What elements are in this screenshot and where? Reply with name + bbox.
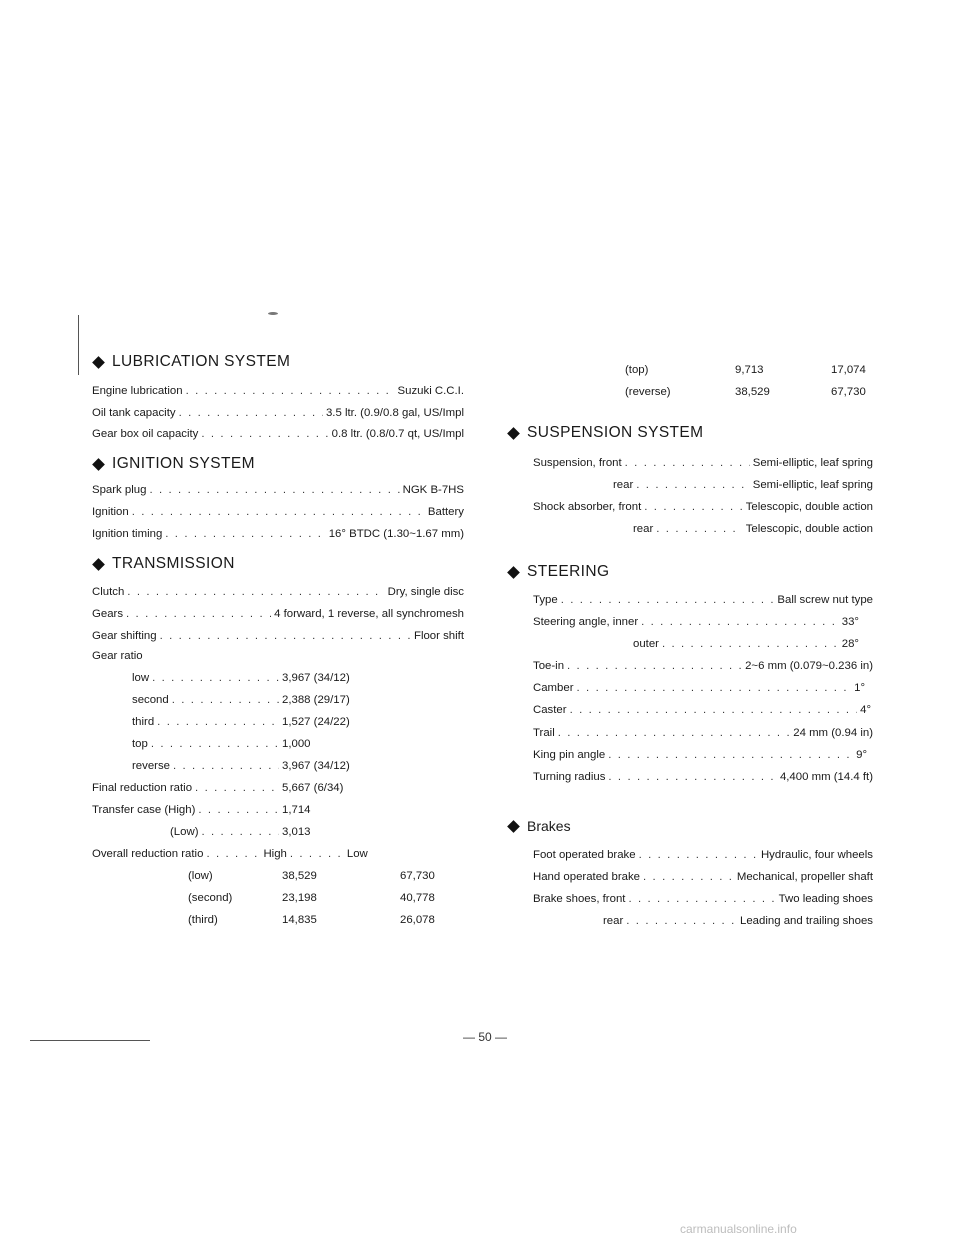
spec-row: Camber . . . 1° <box>533 682 865 694</box>
diamond-bullet-icon <box>507 427 520 440</box>
overall-row-low: 26,078 <box>400 914 435 926</box>
spec-row: Engine lubrication . . . Suzuki C.C.I. <box>92 385 464 397</box>
overall-row-label: (low) <box>188 870 213 882</box>
bottom-scan-line <box>30 1040 150 1041</box>
transfer-case-low-row: (Low) . . . 3,013 <box>170 826 372 838</box>
spec-row: Clutch . . . Dry, single disc <box>92 586 464 598</box>
scan-speck <box>268 312 278 315</box>
spec-row: Caster . . . 4° <box>533 704 871 716</box>
page-number: — 50 — <box>463 1030 508 1044</box>
spec-row: Turning radius . . . 4,400 mm (14.4 ft) <box>533 771 873 783</box>
overall-row-high: 38,529 <box>735 386 770 398</box>
spec-row: rear . . . Leading and trailing shoes <box>603 915 873 927</box>
spec-row: King pin angle . . . 9° <box>533 749 867 761</box>
overall-row-low: 17,074 <box>831 364 866 376</box>
spec-row: Toe-in . . . 2~6 mm (0.079~0.236 in) <box>533 660 873 672</box>
overall-reduction-header: Overall reduction ratio . . . High . . . Low <box>92 848 464 860</box>
spec-row: outer . . . 28° <box>633 638 859 650</box>
spec-row: Gear box oil capacity . . . 0.8 ltr. (0.8/0.7 qt, US/Impl <box>92 428 464 440</box>
suspension-heading: SUSPENSION SYSTEM <box>507 424 703 442</box>
overall-row-label: (top) <box>625 364 649 376</box>
gear-ratio-row: reverse . . . 3,967 (34/12) <box>132 760 372 772</box>
diamond-bullet-icon <box>507 820 520 833</box>
diamond-bullet-icon <box>92 356 105 369</box>
gear-ratio-row: top . . . 1,000 <box>132 738 372 750</box>
brakes-heading: Brakes <box>507 818 571 834</box>
transfer-case-high-row: Transfer case (High) . . . 1,714 <box>92 804 372 816</box>
spec-row: Oil tank capacity . . . 3.5 ltr. (0.9/0.8 gal, US/Impl <box>92 407 464 419</box>
spec-row: Steering angle, inner . . . 33° <box>533 616 859 628</box>
scan-edge-mark <box>78 315 79 375</box>
diamond-bullet-icon <box>507 566 520 579</box>
spec-row: Hand operated brake . . . Mechanical, propeller shaft <box>533 871 873 883</box>
diamond-bullet-icon <box>92 458 105 471</box>
overall-row-low: 67,730 <box>831 386 866 398</box>
steering-heading: STEERING <box>507 563 609 581</box>
lubrication-heading: LUBRICATION SYSTEM <box>92 353 290 371</box>
spec-row: Gears . . . 4 forward, 1 reverse, all synchromesh <box>92 608 464 620</box>
spec-row: Ignition timing . . . 16° BTDC (1.30~1.67 mm) <box>92 528 464 540</box>
overall-row-label: (third) <box>188 914 218 926</box>
spec-row: Spark plug . . . NGK B-7HS <box>92 484 464 496</box>
gear-ratio-row: low . . . 3,967 (34/12) <box>132 672 372 684</box>
spec-row: Suspension, front . . . Semi-elliptic, leaf spring <box>533 457 873 469</box>
overall-row-low: 67,730 <box>400 870 435 882</box>
spec-row: Brake shoes, front . . . Two leading shoes <box>533 893 873 905</box>
overall-row-high: 9,713 <box>735 364 764 376</box>
overall-row-high: 38,529 <box>282 870 317 882</box>
watermark: carmanualsonline.info <box>680 1222 797 1236</box>
overall-row-low: 40,778 <box>400 892 435 904</box>
gear-ratio-row: second . . . 2,388 (29/17) <box>132 694 372 706</box>
final-reduction-row: Final reduction ratio . . . 5,667 (6/34) <box>92 782 372 794</box>
gear-ratio-row: third . . . 1,527 (24/22) <box>132 716 372 728</box>
ignition-heading: IGNITION SYSTEM <box>92 455 255 473</box>
spec-row: Shock absorber, front . . . Telescopic, double action <box>533 501 873 513</box>
gear-ratio-label: Gear ratio <box>92 650 143 662</box>
spec-row: rear . . . Telescopic, double action <box>633 523 873 535</box>
transmission-heading: TRANSMISSION <box>92 555 235 573</box>
spec-row: rear . . . Semi-elliptic, leaf spring <box>613 479 873 491</box>
overall-row-high: 14,835 <box>282 914 317 926</box>
diamond-bullet-icon <box>92 558 105 571</box>
overall-row-label: (reverse) <box>625 386 671 398</box>
spec-row: Foot operated brake . . . Hydraulic, four wheels <box>533 849 873 861</box>
spec-row: Gear shifting . . . Floor shift <box>92 630 464 642</box>
spec-row: Ignition . . . Battery <box>92 506 464 518</box>
overall-row-label: (second) <box>188 892 233 904</box>
overall-row-high: 23,198 <box>282 892 317 904</box>
spec-row: Trail . . . 24 mm (0.94 in) <box>533 727 873 739</box>
spec-row: Type . . . Ball screw nut type <box>533 594 873 606</box>
